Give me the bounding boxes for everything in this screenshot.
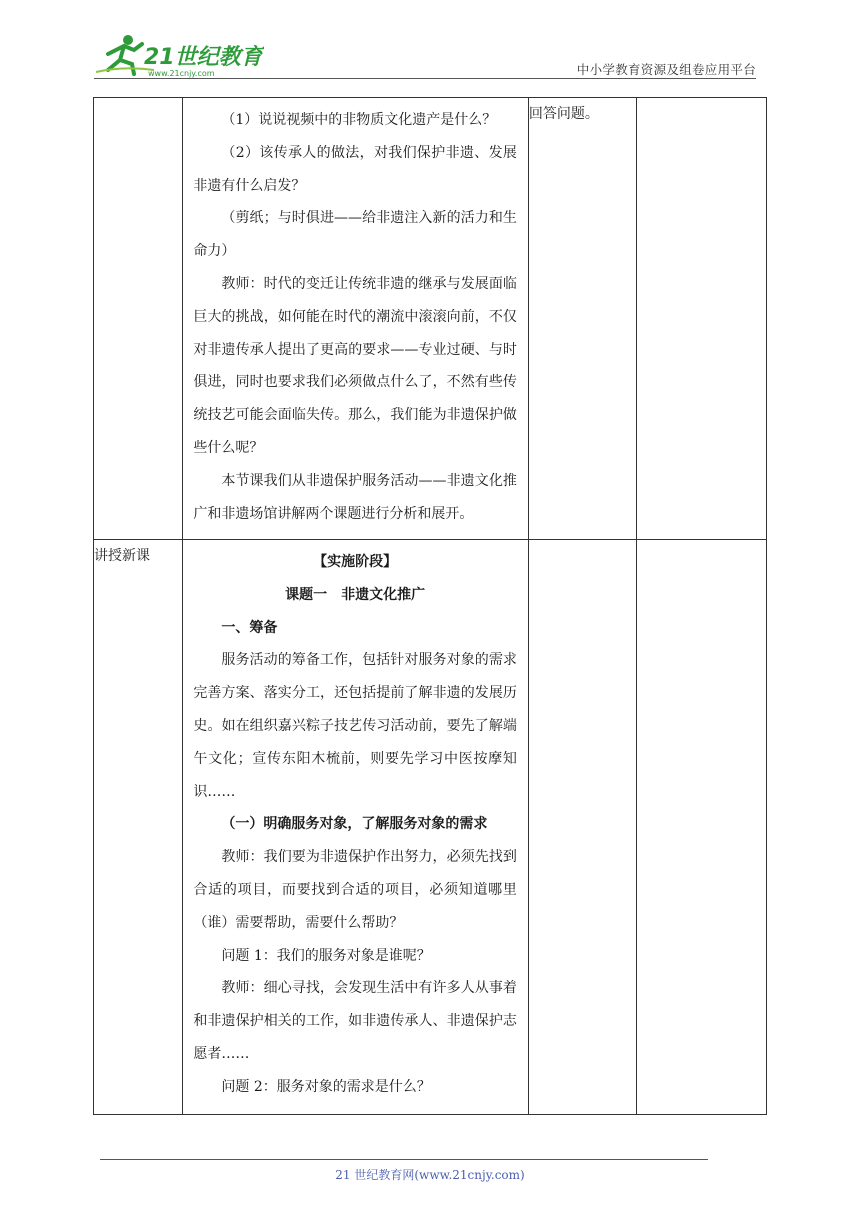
table-row (94, 540, 767, 1115)
subheading: 一、筹备 (221, 619, 278, 636)
design-intent-cell (637, 98, 767, 540)
paragraph: （2）该传承人的做法，对我们保护非遗、发展非遗有什么启发？ (193, 144, 517, 194)
paragraph: 教师：时代的变迁让传统非遗的继承与发展面临巨大的挑战，如何能在时代的潮流中滚滚向前，不仅对非遗传承人提出了更高的要求——专业过硬、与时俱进，同时也要求我们必须做点什么了，不然有些传统技艺可能会面临失传。那么，我们能为非遗保护做些什么呢？ (193, 275, 517, 456)
paragraph: 服务活动的筹备工作，包括针对服务对象的需求完善方案、落实分工，还包括提前了解非遗的发展历史。如在组织嘉兴粽子技艺传习活动前，要先了解端午文化；宣传东阳木梳前，则要先学习中医按摩知识…… (193, 652, 517, 800)
footer-divider (100, 1159, 708, 1160)
teacher-activity-cell (183, 98, 529, 540)
lesson-table (93, 97, 767, 1115)
stage-cell (94, 98, 183, 540)
header-divider (94, 78, 756, 79)
logo (94, 32, 264, 78)
student-activity-cell: 回答问题。 (528, 98, 636, 540)
paragraph: （剪纸；与时俱进——给非遗注入新的活力和生命力） (193, 210, 517, 260)
paragraph: （1）说说视频中的非物质文化遗产是什么？ (221, 112, 497, 128)
stage-cell: 讲授新课 (94, 540, 183, 1115)
subheading: （一）明确服务对象，了解服务对象的需求 (221, 816, 488, 833)
table-row (94, 98, 767, 540)
section-heading: 【实施阶段】 (313, 554, 398, 570)
footer-link[interactable]: 21 世纪教育网(www.21cnjy.com) (335, 1168, 525, 1182)
runner-logo-icon (94, 32, 264, 78)
teacher-activity-cell (183, 540, 529, 1115)
paragraph: 问题 1：我们的服务对象是谁呢？ (221, 947, 431, 964)
topic-title: 课题一 非遗文化推广 (285, 586, 426, 603)
paragraph: 教师：细心寻找，会发现生活中有许多人从事着和非遗保护相关的工作，如非遗传承人、非遗保护志愿者…… (193, 980, 517, 1062)
design-intent-cell (637, 540, 767, 1115)
logo-url: www.21cnjy.com (148, 69, 215, 78)
logo-text: 21世纪教育 (144, 45, 263, 70)
page-header (94, 30, 756, 78)
paragraph: 教师：我们要为非遗保护作出努力，必须先找到合适的项目，而要找到合适的项目，必须知道哪里（谁）需要帮助，需要什么帮助？ (193, 849, 517, 931)
student-activity-cell (528, 540, 636, 1115)
paragraph: 本节课我们从非遗保护服务活动——非遗文化推广和非遗场馆讲解两个课题进行分析和展开。 (193, 472, 517, 522)
platform-name: 中小学教育资源及组卷应用平台 (576, 62, 756, 77)
paragraph: 问题 2：服务对象的需求是什么？ (221, 1078, 431, 1095)
